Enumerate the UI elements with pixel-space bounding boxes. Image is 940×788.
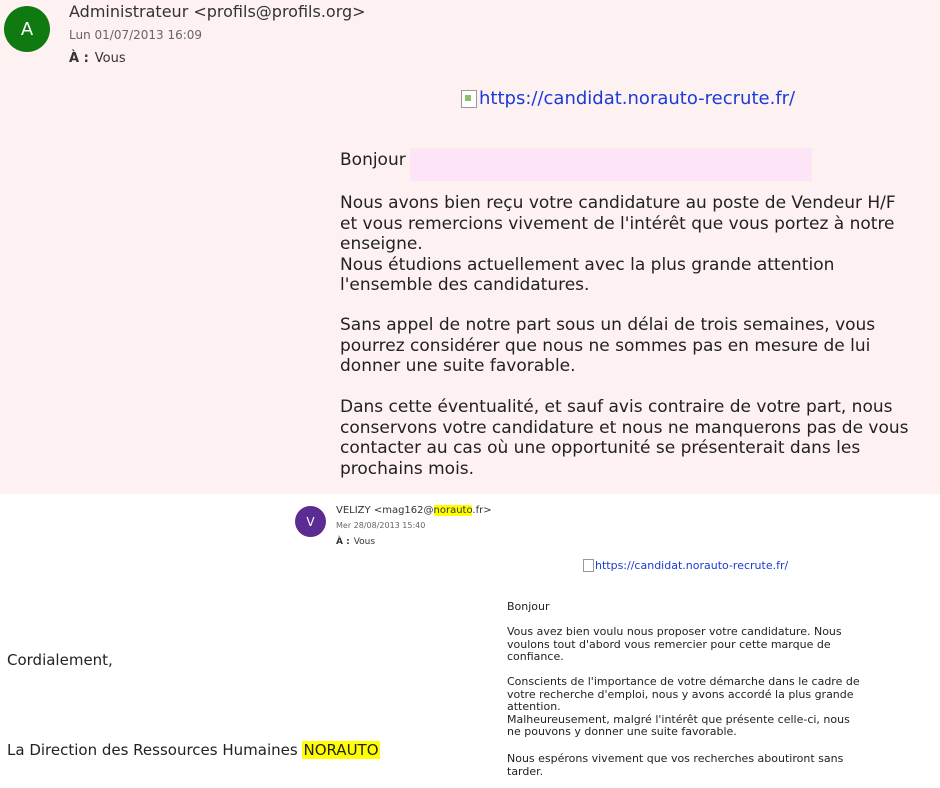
banner-image-link[interactable] xyxy=(461,88,795,109)
closing: Cordialement, xyxy=(7,651,113,669)
body-paragraph: Nous espérons vivement que vos recherches aboutiront sans tarder. xyxy=(507,752,844,778)
email-date: Mer 28/08/2013 15:40 xyxy=(336,521,426,530)
signature-brand: NORAUTO xyxy=(303,741,379,759)
broken-image-icon xyxy=(583,559,594,572)
recipient-line xyxy=(336,537,375,547)
sender-prefix: VELIZY <mag162@ xyxy=(336,505,434,516)
recipient-value[interactable]: Vous xyxy=(94,51,126,66)
body-paragraph: Conscients de l'importance de votre démarche dans le cadre de votre recherche d'emploi, nous y avons accordé la plus grande attention. Malheureusement, malgré l'intérêt que présente celle-ci, nous ne pouvons y donner une suite favorable. xyxy=(507,675,860,738)
greeting: Bonjour xyxy=(507,600,550,613)
sender-avatar[interactable]: A xyxy=(4,6,50,52)
body-paragraph: Sans appel de notre part sous un délai de trois semaines, vous pourrez considérer que nous ne sommes pas en mesure de lui donner une suite favorable. xyxy=(340,315,876,376)
sender-highlight: norauto xyxy=(433,505,473,516)
signature xyxy=(7,741,380,759)
email-date: Lun 01/07/2013 16:09 xyxy=(69,28,203,42)
redacted-name-highlight xyxy=(410,148,812,181)
to-label: À : xyxy=(69,51,89,66)
sender-name[interactable]: Administrateur <profils@profils.org> xyxy=(69,2,366,21)
banner-image-link[interactable] xyxy=(583,559,788,572)
sender-avatar[interactable]: V xyxy=(295,506,326,537)
broken-image-icon xyxy=(461,90,477,108)
body-paragraph: Nous avons bien reçu votre candidature au poste de Vendeur H/F et vous remercions vivement de l'intérêt que vous portez à notre enseigne. Nous étudions actuellement avec la plus grande attention l'ensemble des candidatures. xyxy=(340,193,896,295)
body-paragraph: Dans cette éventualité, et sauf avis contraire de votre part, nous conservons votre candidature et nous ne manquerons pas de vous contacter au cas où une opportunité se présenterait dans les prochains mois. xyxy=(340,397,909,479)
recipient-value[interactable]: Vous xyxy=(353,537,376,547)
banner-link-text[interactable]: https://candidat.norauto-recrute.fr/ xyxy=(595,559,789,572)
recipient-line xyxy=(69,51,126,66)
sender-suffix: .fr> xyxy=(472,505,492,516)
greeting: Bonjour xyxy=(340,150,406,170)
body-paragraph: Vous avez bien voulu nous proposer votre candidature. Nous voulons tout d'abord vous remercier pour cette marque de confiance. xyxy=(507,625,842,663)
banner-link-text[interactable]: https://candidat.norauto-recrute.fr/ xyxy=(479,88,796,109)
sender-name[interactable] xyxy=(336,505,492,516)
signature-prefix: La Direction des Ressources Humaines xyxy=(7,741,298,759)
to-label: À : xyxy=(336,537,350,547)
